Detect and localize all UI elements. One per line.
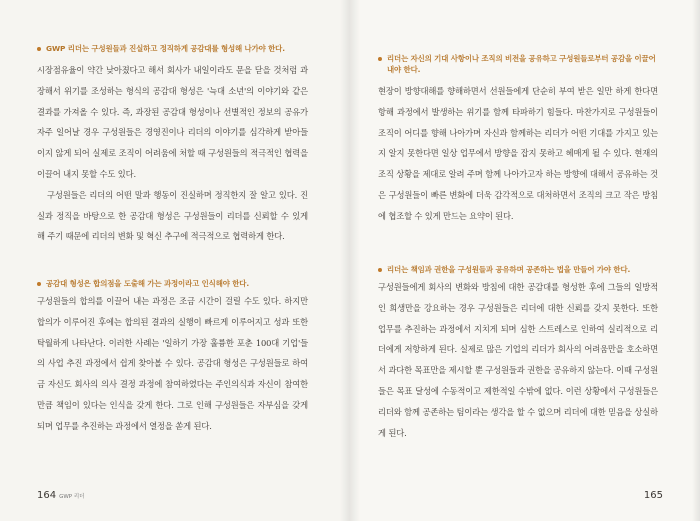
running-title: GWP 리더 [59,494,85,500]
section-heading [378,264,658,275]
section-heading [37,43,308,54]
heading-text: 리더는 자신의 기대 사항이나 조직의 비전을 공유하고 구성원들로부터 공감을 이끌어 내야 한다. [387,54,656,74]
heading-text: 리더는 책임과 권한을 구성원들과 공유하며 공존하는 법을 만들어 가야 한다. [387,265,631,274]
left-section-2 [37,278,308,437]
bullet-icon [378,268,382,272]
paragraph: 구성원들에게 회사의 변화와 방침에 대한 공감대를 형성한 후에 그들의 일방적인 희생만을 강요하는 경우 구성원들은 리더에 대한 신뢰를 갖지 못한다. 또한 업무를 추진하는 과정에서 지치게 되며 심한 스트레스로 인하여 실리적으로 리더에게 저항하게 된다. 실제로 많은 기업의 리더가 회사의 어려움만을 호소하면서 과다한 목표만을 제시할 뿐 구성원들과 권한을 공유하지 않는다. 이때 구성원들은 목표 달성에 수동적이고 제한적일 수밖에 없다. 이런 상황에서 구성원들은 리더와 함께 공존하는 팀이라는 생각을 할 수 없으며 리더에 대한 믿음을 상실하게 된다. [378,282,658,438]
paragraph: 시장점유율이 약간 낮아졌다고 해서 회사가 내일이라도 문을 닫을 것처럼 과장해서 위기를 조성하는 형식의 공감대 형성은 '늑대 소년'의 이야기와 같은 결과를 가져올 수 있다. 즉, 과장된 공감대 형성이나 선별적인 정보의 공유가 자주 일어날 경우 구성원들은 경영진이나 리더의 이야기를 심각하게 받아들이지 않게 되어 실제로 조직이 어려움에 처할 때 구성원들의 적극적인 협력을 이끌어 내지 못할 수도 있다. [37,65,308,179]
right-section-1 [378,53,658,227]
section-heading [378,53,658,75]
paragraph: 현장이 방향대해를 향해하면서 선원들에게 단순히 부여 받은 일만 하게 한다면 항해 과정에서 발생하는 위기를 함께 타파하기 힘들다. 마찬가지로 구성원들이 조직이 어디를 향해 나아가며 자신과 함께하는 리더가 어떤 기대를 가지고 있는지 알지 못한다면 일상 업무에서 방향을 잡지 못하고 헤매게 될 수 있다. 현재의 조직 상황을 제대로 알려 주며 함께 나아가고자 하는 방향에 대해서 공유하는 것은 구성원들이 빠른 변화에 더욱 감각적으로 대처하면서 조직의 크고 작은 방침에 협조할 수 있게 만드는 요약이 된다. [378,86,658,221]
section-heading [37,278,308,289]
book-gutter-shadow [340,0,360,521]
page-number: 164 [37,490,57,501]
bullet-icon [378,57,382,61]
page-folio [37,483,85,502]
bullet-icon [37,282,41,286]
paragraph: 구성원들은 리더의 어떤 말과 행동이 진실하며 정직한지 잘 알고 있다. 진실과 정직을 바탕으로 한 공감대 형성은 구성원들이 리더를 신뢰할 수 있게 해 주기 때문에 리더의 변화 및 혁신 추구에 적극적으로 협력하게 한다. [37,189,308,242]
page-folio [644,483,663,502]
page-number: 165 [643,490,663,501]
paragraph: 구성원들의 합의를 이끌어 내는 과정은 조금 시간이 걸릴 수도 있다. 하지만 합의가 이루어진 후에는 합의된 결과의 실행이 빠르게 이루어지고 성과 또한 탁월하게 나타난다. 이러한 사례는 '일하기 가장 훌륭한 포춘 100대 기업'들의 사업 추진 과정에서 쉽게 찾아볼 수 있다. 공감대 형성은 구성원들로 하여금 자신도 회사의 의사 결정 과정에 참여하였다는 주인의식과 자신이 참여한 만큼 책임이 있다는 인식을 갖게 한다. 그로 인해 구성원들은 자부심을 갖게 되며 업무를 추진하는 과정에서 열정을 쏟게 된다. [37,296,308,431]
right-page [350,0,700,521]
bullet-icon [37,47,41,51]
heading-text: GWP 리더는 구성원들과 진실하고 정직하게 공감대를 형성해 나가야 한다. [46,44,285,53]
right-section-2 [378,264,658,443]
page-edge-shadow [692,0,700,521]
heading-text: 공감대 형성은 합의점을 도출해 가는 과정이라고 인식해야 한다. [46,279,250,288]
left-section-1 [37,43,308,247]
